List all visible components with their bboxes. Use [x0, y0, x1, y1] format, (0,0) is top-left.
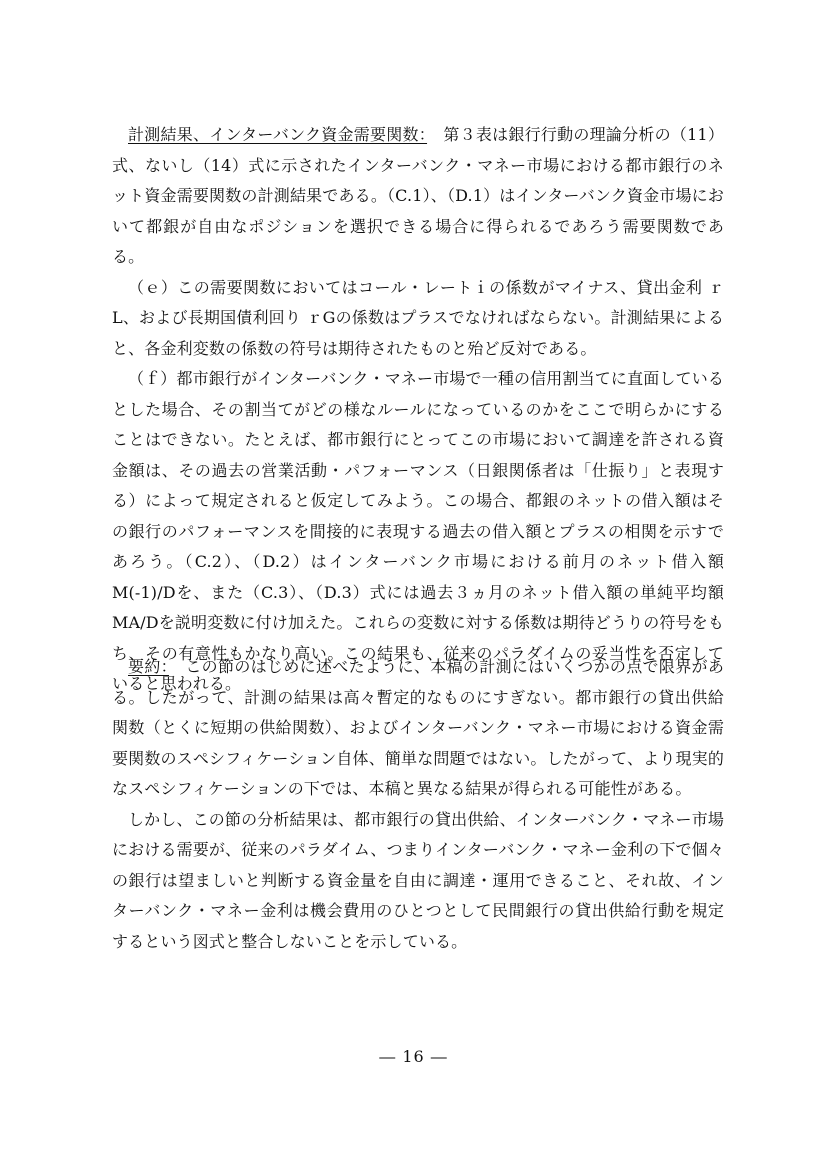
- section-heading: 要約：: [128, 657, 169, 676]
- paragraph: しかし、この節の分析結果は、都市銀行の貸出供給、インターバンク・マネー市場における需要が、従来のパラダイム、つまりインターバンク・マネー金利の下で個々の銀行は望ましいと判断する資金量を自由に調達・運用できること、それ故、インターバンク・マネー金利は機会費用のひとつとして民間銀行の貸出供給行動を規定するという図式と整合しないことを示している。: [112, 809, 724, 951]
- paragraph: （ｆ）都市銀行がインターバンク・マネー市場で一種の信用割当てに直面しているとした場合、その割当てがどの様なルールになっているのかをここで明らかにすることはできない。たとえば、都市銀行にとってこの市場において調達を許される資金額は、その過去の営業活動・パフォーマンス（日銀関係者は「仕振り」と表現する）によって規定されると仮定してみよう。この場合、都銀のネットの借入額はその銀行のパフォーマンスを間接的に表現する過去の借入額とプラスの相関を示すであろう。（C.2）、（D.2）はインターバンク市場における前月のネット借入額 M(-1)/Dを、また（C.3）、（D.3）式には過去３ヵ月のネット借入額の単純平均額 MA/Dを説明変数に付け加えた。これらの変数に対する係数は期待どうりの符号をもち、その有意性もかなり高い。この結果も、従来のパラダイムの妥当性を否定していると思われる。: [112, 369, 725, 693]
- section-heading: 計測結果、インターバンク資金需要関数：: [128, 125, 428, 144]
- page-number: ― 16 ―: [379, 1047, 448, 1066]
- paragraph: [112, 120, 724, 273]
- paragraph: [112, 652, 724, 805]
- paragraph-text: この節のはじめに述べたように、本稿の計測にはいくつかの点で限界がある。したがって、計測の結果は高々暫定的なものにすぎない。都市銀行の貸出供給関数（とくに短期の供給関数）、およびインターバンク・マネー市場における資金需要関数のスペシフィケーション自体、簡単な問題ではない。したがって、より現実的なスペシフィケーションの下では、本稿と異なる結果が得られる可能性がある。: [112, 657, 725, 798]
- paragraph-text: 第３表は銀行行動の理論分析の（11）式、ないし（14）式に示されたインターバンク・マネー市場における都市銀行のネット資金需要関数の計測結果である。（C.1）、（D.1）はインターバンク資金市場において都銀が自由なポジションを選択できる場合に得られるであろう需要関数である。: [112, 125, 725, 266]
- paragraph: （ｅ）この需要関数においてはコール・レートｉの係数がマイナス、貸出金利 ｒL、および長期国債利回り ｒGの係数はプラスでなければならない。計測結果によると、各金利変数の係数の符号は期待されたものと殆ど反対である。: [112, 277, 724, 358]
- section-interbank-demand: [112, 120, 724, 700]
- section-summary: [112, 652, 724, 957]
